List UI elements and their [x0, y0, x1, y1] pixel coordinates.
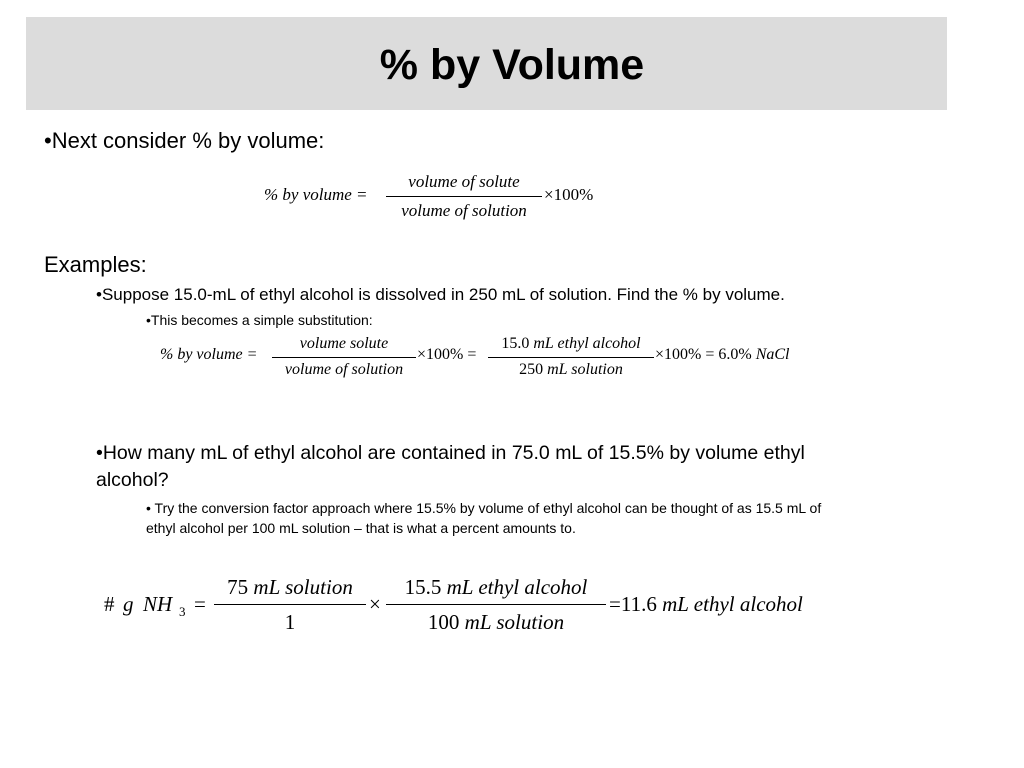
eq2-mid: ×100% =	[417, 346, 477, 363]
example2-text-line2: alcohol?	[96, 469, 169, 491]
examples-heading: Examples:	[44, 252, 147, 277]
eq3-result-unit: mL ethyl alcohol	[662, 592, 803, 616]
eq2-f1-bar	[272, 357, 416, 358]
eq2-f2-den-value: 250	[519, 361, 544, 378]
eq3-f1-denominator: 1	[284, 610, 296, 634]
eq3-result-value: =11.6	[609, 592, 657, 616]
eq2-f2-bar	[488, 357, 654, 358]
eq2-f2-numerator	[488, 335, 654, 353]
eq2-f1-denominator: volume of solution	[284, 361, 404, 378]
slide-title: % by Volume	[379, 41, 645, 89]
eq2-tail-unit: NaCl	[755, 346, 790, 363]
eq2-tail-value: ×100% = 6.0%	[655, 346, 752, 363]
example1-subtext: •This becomes a simple substitution:	[146, 312, 373, 328]
eq3-hash: #	[104, 592, 115, 616]
eq3-times: ×	[369, 592, 381, 616]
eq2-f2-num-unit: mL ethyl alcohol	[533, 335, 641, 352]
eq2-f2-num-value: 15.0	[501, 335, 530, 352]
example2-subtext-line1: • Try the conversion factor approach where 15.5% by volume of ethyl alcohol can be thought of as 15.5 mL of	[146, 500, 822, 516]
eq3-f1-num-value: 75	[227, 575, 249, 599]
eq1-numerator: volume of solute	[408, 172, 520, 191]
eq3-f2-num-value: 15.5	[404, 575, 442, 599]
eq3-f2-den-unit: mL solution	[464, 610, 565, 634]
eq2-fraction-2	[488, 335, 654, 381]
eq2-f1-numerator: volume solute	[299, 335, 389, 352]
eq3-f1-num-unit: mL solution	[253, 575, 353, 599]
eq1-fraction-bar	[386, 196, 542, 197]
eq1-fraction	[386, 172, 542, 222]
eq3-f1-numerator	[214, 575, 366, 600]
eq1-tail: ×100%	[544, 185, 594, 204]
eq3-result	[609, 592, 803, 617]
eq3-g: g	[123, 592, 134, 616]
eq2-fraction-1	[272, 335, 416, 381]
eq2-f2-den-unit: mL solution	[547, 361, 623, 378]
example2-subtext-line2: ethyl alcohol per 100 mL solution – that is what a percent amounts to.	[146, 520, 576, 536]
eq3-f2-bar	[386, 604, 606, 605]
eq3-subscript: 3	[179, 604, 186, 619]
eq3-f2-numerator	[386, 575, 606, 600]
eq1-denominator: volume of solution	[401, 201, 527, 220]
eq3-f2-num-unit: mL ethyl alcohol	[446, 575, 588, 599]
intro-bullet: •Next consider % by volume:	[44, 128, 325, 153]
example2-text-line1: •How many mL of ethyl alcohol are contained in 75.0 mL of 15.5% by volume ethyl	[96, 442, 805, 464]
eq1-lhs: % by volume =	[264, 185, 368, 204]
eq3-fraction-1	[214, 575, 366, 637]
eq3-equals: =	[194, 592, 206, 616]
eq2-lhs: % by volume =	[160, 346, 258, 363]
eq2-f2-denominator	[488, 361, 654, 379]
eq3-f2-den-value: 100	[427, 610, 460, 634]
eq3-f2-denominator	[386, 610, 606, 635]
example1-text: •Suppose 15.0-mL of ethyl alcohol is dissolved in 250 mL of solution. Find the % by volume.	[96, 285, 785, 304]
eq3-fraction-2	[386, 575, 606, 637]
eq3-nh: NH	[143, 592, 173, 616]
eq3-f1-bar	[214, 604, 366, 605]
eq2-tail	[655, 346, 790, 364]
